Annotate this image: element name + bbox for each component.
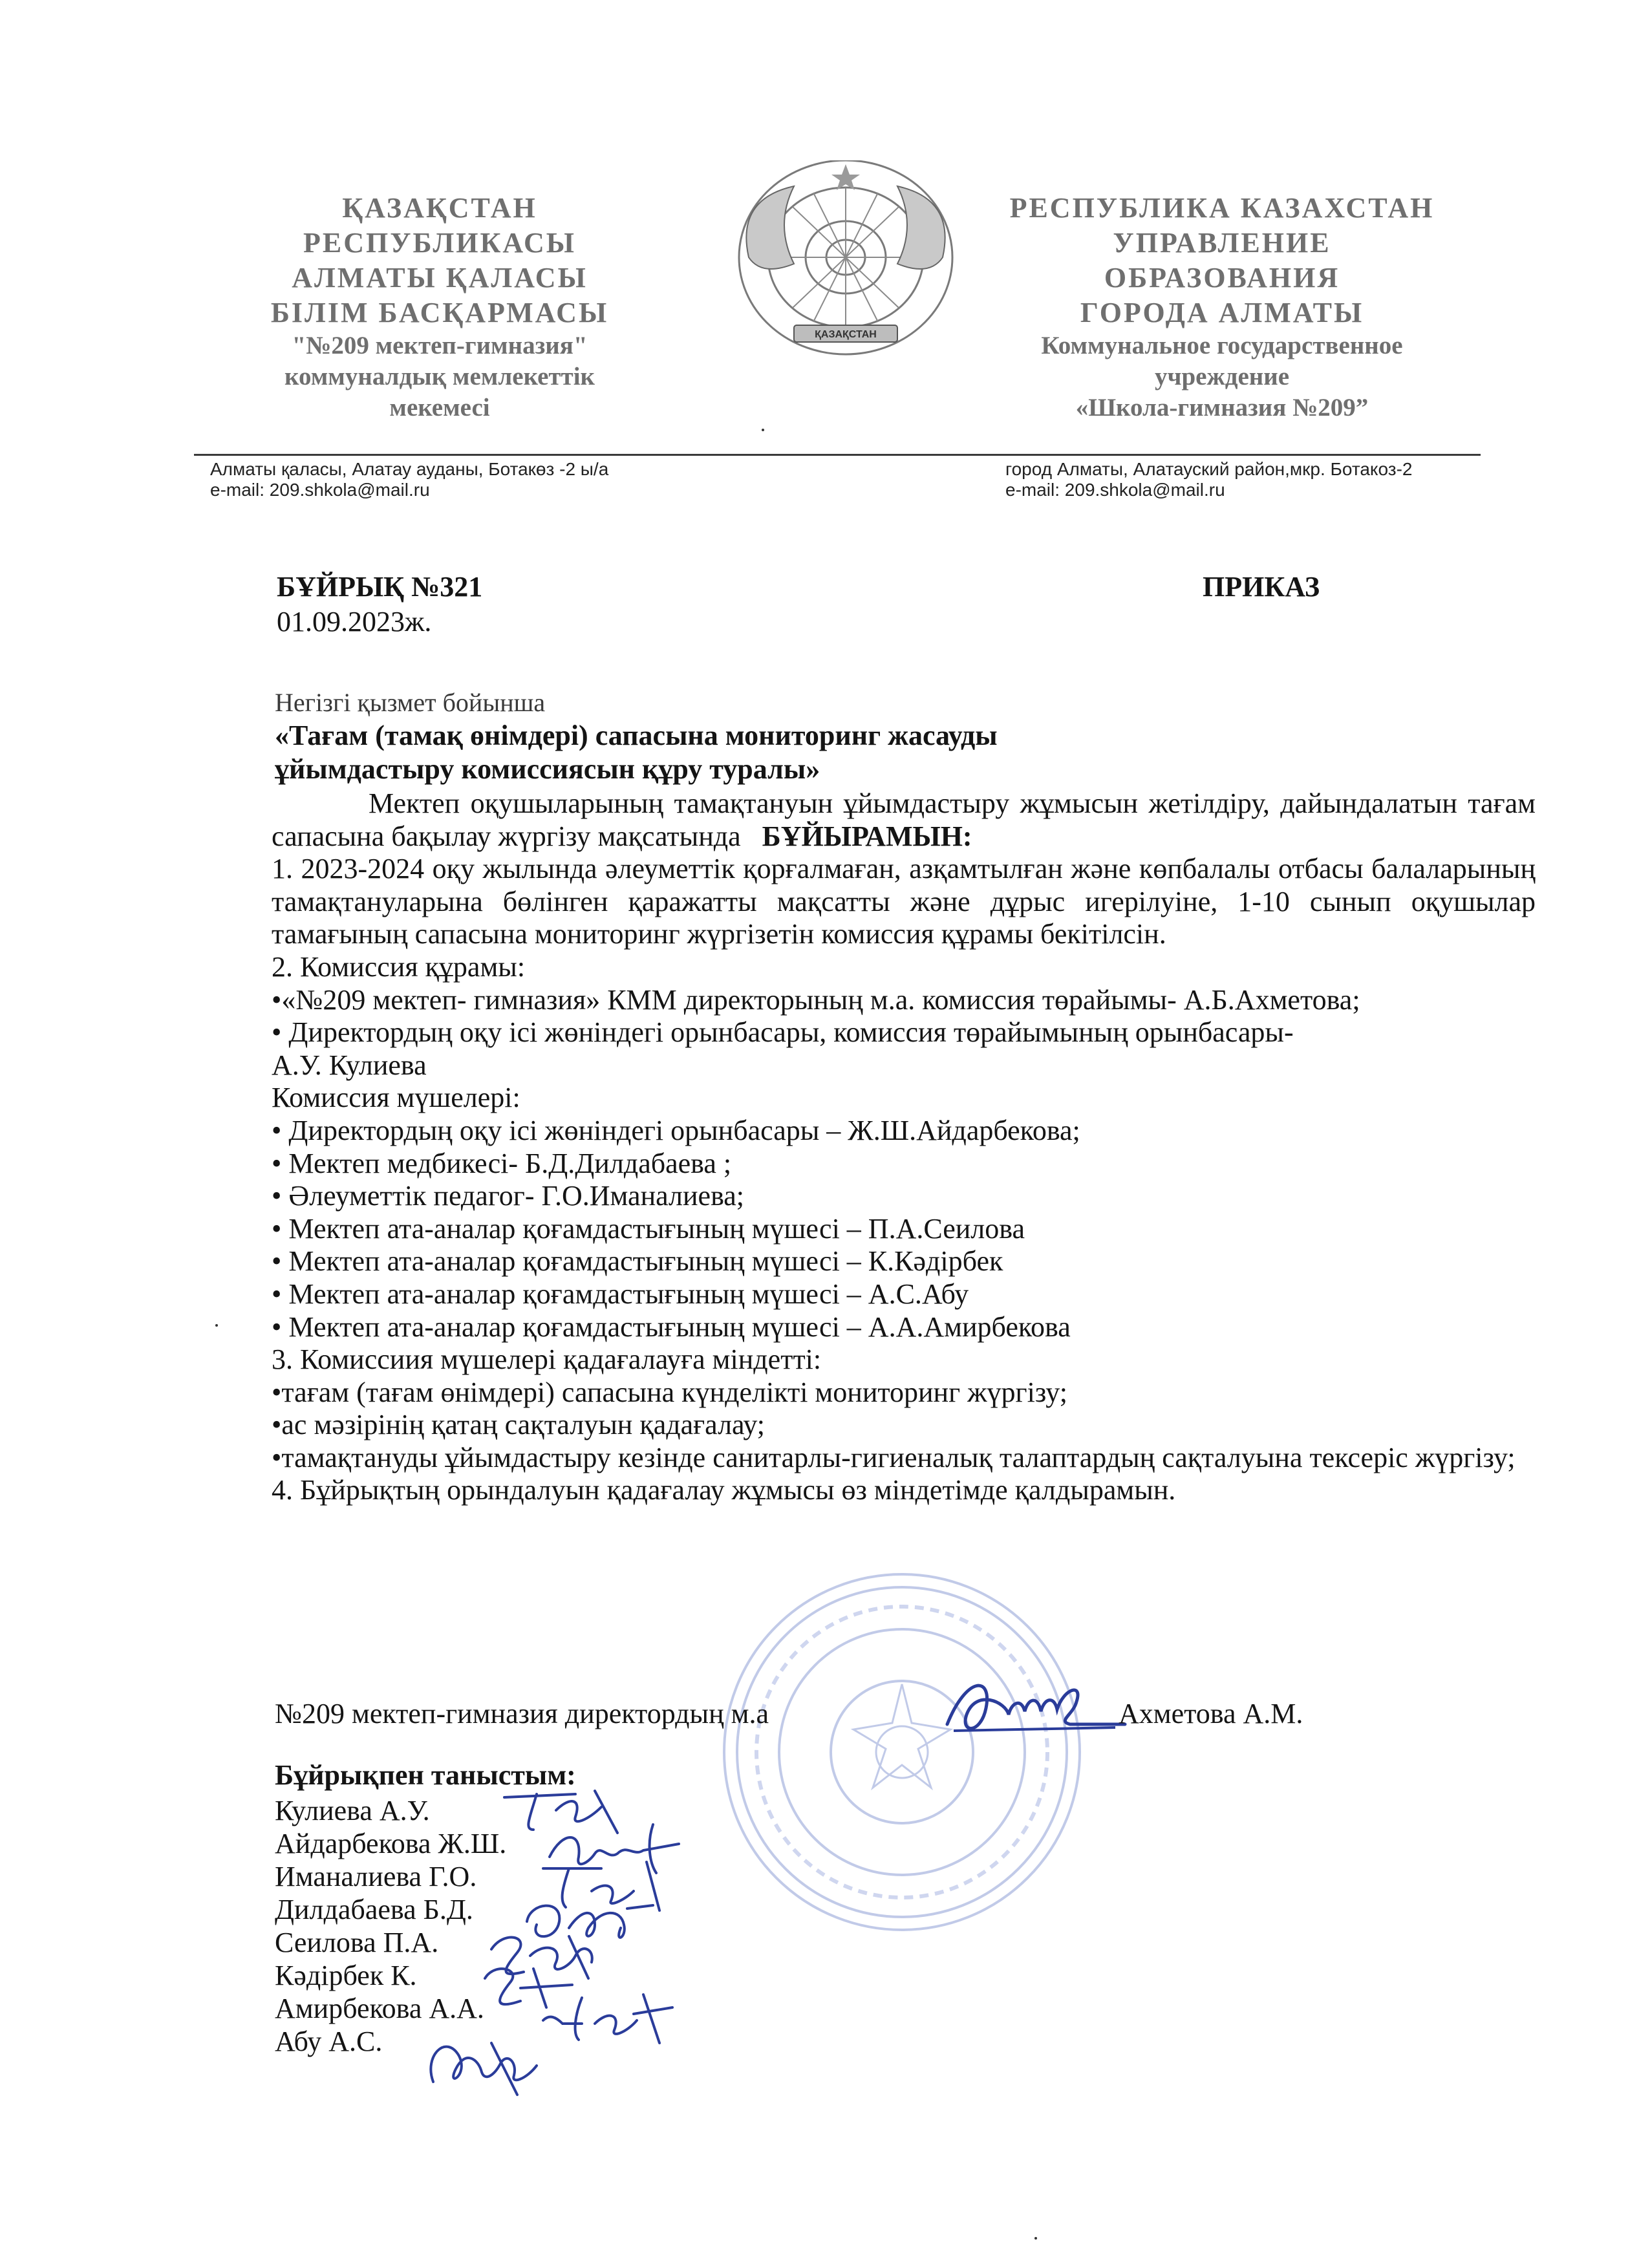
intro-text: Мектеп оқушыларының тамақтануын ұйымдастыру жұмысын жетілдіру, дайындалатын тағам сапасына бақылау жүргізу мақсатында bbox=[272, 787, 1536, 852]
item-2: 2. Комиссия құрамы: bbox=[272, 950, 526, 983]
emblem-label: ҚАЗАҚСТАН bbox=[815, 329, 877, 340]
address-kazakh bbox=[210, 459, 608, 500]
acknowledgment-name: Амирбекова А.А. bbox=[275, 1993, 484, 2024]
scan-speck bbox=[215, 1324, 218, 1327]
header-kazakh bbox=[194, 191, 685, 423]
acknowledgment-name: Иманалиева Г.О. bbox=[275, 1861, 477, 1892]
address-kz-email: e-mail: 209.shkola@mail.ru bbox=[210, 480, 430, 500]
address-russian bbox=[1005, 459, 1412, 500]
order-subject-line-1: «Тағам (тамақ өнімдері) сапасына мониторинг жасауды bbox=[275, 720, 998, 751]
header-kz-line-2: РЕСПУБЛИКАСЫ bbox=[303, 227, 576, 259]
director-name: Ахметова А.М. bbox=[1119, 1698, 1303, 1729]
acknowledgment-list bbox=[275, 1794, 506, 2058]
item-1: 1. 2023-2024 оқу жылында әлеуметтік қорғалмаған, азқамтылған және көпбалалы отбасы балаларының тамақтануларына бөлінген қаражатты мақсатты және дұрыс игерілуіне, 1-10 сынып оқушылар тамағының сапасына мониторинг жүргізетін комиссия құрамы бекітілсін. bbox=[272, 853, 1536, 950]
scan-speck bbox=[762, 429, 764, 431]
acknowledgment-title: Бұйрықпен таныстым: bbox=[275, 1759, 576, 1791]
header-ru-line-3: ОБРАЗОВАНИЯ bbox=[1104, 262, 1340, 294]
order-body bbox=[272, 787, 1536, 1507]
director-signature bbox=[941, 1663, 1128, 1753]
header-russian bbox=[963, 191, 1481, 423]
duty-item: •тамақтануды ұйымдастыру кезінде санитарлы-гигиеналық талаптардың сақталуына тексеріс жүргізу; bbox=[272, 1441, 1516, 1473]
header-ru-line-4: ГОРОДА АЛМАТЫ bbox=[1080, 297, 1364, 328]
header-ru-org-3: «Школа-гимназия №209” bbox=[1075, 394, 1369, 422]
order-subject bbox=[275, 719, 1245, 786]
item-3: 3. Комиссиия мүшелері қадағалауға міндетті: bbox=[272, 1343, 822, 1376]
member-item: • Мектеп медбикесі- Б.Д.Дилдабаева ; bbox=[272, 1147, 732, 1179]
header-ru-line-2: УПРАВЛЕНИЕ bbox=[1113, 227, 1331, 259]
member-item: • Мектеп ата-аналар қоғамдастығының мүшесі – А.С.Абу bbox=[272, 1278, 969, 1310]
order-title-kazakh: БҰЙРЫҚ №321 bbox=[277, 571, 483, 603]
duty-item: •ас мәзірінің қатаң сақталуын қадағалау; bbox=[272, 1409, 765, 1441]
header-ru-org-2: учреждение bbox=[1154, 363, 1290, 390]
item-4: 4. Бұйрықтың орындалуын қадағалау жұмысы өз міндетімде қалдырамын. bbox=[272, 1474, 1176, 1506]
decree-word: БҰЙЫРАМЫН: bbox=[762, 820, 972, 852]
acknowledgment-name: Сеилова П.А. bbox=[275, 1927, 439, 1958]
order-subject-line-2: ұйымдастыру комиссиясын құру туралы» bbox=[275, 753, 820, 785]
header-kz-org-3: мекемесі bbox=[389, 394, 490, 422]
director-title: №209 мектеп-гимназия директордың м.а bbox=[275, 1698, 769, 1729]
scan-speck bbox=[1034, 2237, 1037, 2240]
acknowledgment-name: Дилдабаева Б.Д. bbox=[275, 1894, 473, 1925]
acknowledgment-name: Кәдірбек К. bbox=[275, 1960, 417, 1991]
acknowledgment-name: Кулиева А.У. bbox=[275, 1795, 430, 1826]
address-kz-street: Алматы қаласы, Алатау ауданы, Ботакөз -2 ы/а bbox=[210, 459, 609, 479]
header-divider bbox=[194, 454, 1481, 456]
member-item: • Мектеп ата-аналар қоғамдастығының мүшесі – П.А.Сеилова bbox=[272, 1212, 1025, 1245]
header-ru-line-1: РЕСПУБЛИКА КАЗАХСТАН bbox=[1009, 192, 1435, 224]
member-item: • Мектеп ата-аналар қоғамдастығының мүшесі – К.Кәдірбек bbox=[272, 1245, 1003, 1278]
address-ru-email: e-mail: 209.shkola@mail.ru bbox=[1005, 480, 1225, 500]
header-kz-org-2: коммуналдық мемлекеттік bbox=[284, 363, 595, 390]
acknowledgment-name: Абу А.С. bbox=[275, 2026, 383, 2057]
address-ru-street: город Алматы, Алатауский район,мкр. Ботакоз-2 bbox=[1005, 459, 1413, 479]
acknowledgment-name: Айдарбекова Ж.Ш. bbox=[275, 1828, 507, 1859]
header-kz-line-1: ҚАЗАҚСТАН bbox=[342, 192, 537, 224]
header-kz-line-3: АЛМАТЫ ҚАЛАСЫ bbox=[292, 262, 588, 294]
member-item: • Әлеуметтік педагог- Г.О.Иманалиева; bbox=[272, 1180, 745, 1212]
commission-chair: •«№209 мектеп- гимназия» КММ директорының м.а. комиссия төрайымы- А.Б.Ахметова; bbox=[272, 983, 1360, 1016]
commission-deputy-name: А.У. Кулиева bbox=[272, 1049, 427, 1081]
member-item: • Мектеп ата-аналар қоғамдастығының мүшесі – А.А.Амирбекова bbox=[272, 1311, 1071, 1343]
order-title-russian: ПРИКАЗ bbox=[1203, 571, 1320, 603]
member-item: • Директордың оқу ісі жөніндегі орынбасары – Ж.Ш.Айдарбекова; bbox=[272, 1114, 1080, 1146]
header-ru-org-1: Коммунальное государственное bbox=[1041, 332, 1403, 359]
order-date: 01.09.2023ж. bbox=[277, 606, 432, 637]
members-title: Комиссия мүшелері: bbox=[272, 1082, 520, 1114]
intro-paragraph bbox=[272, 787, 1536, 853]
order-basis: Негізгі қызмет бойынша bbox=[275, 688, 546, 717]
header-kz-org-1: "№209 мектеп-гимназия" bbox=[292, 332, 588, 359]
header-kz-line-4: БІЛІМ БАСҚАРМАСЫ bbox=[270, 297, 609, 328]
duty-item: •тағам (тағам өнімдері) сапасына күнделікті мониторинг жүргізу; bbox=[272, 1376, 1067, 1408]
signature-abu bbox=[420, 2030, 575, 2101]
state-emblem bbox=[723, 160, 969, 374]
commission-deputy: • Директордың оқу ісі жөніндегі орынбасары, комиссия төрайымының орынбасары- bbox=[272, 1016, 1294, 1049]
